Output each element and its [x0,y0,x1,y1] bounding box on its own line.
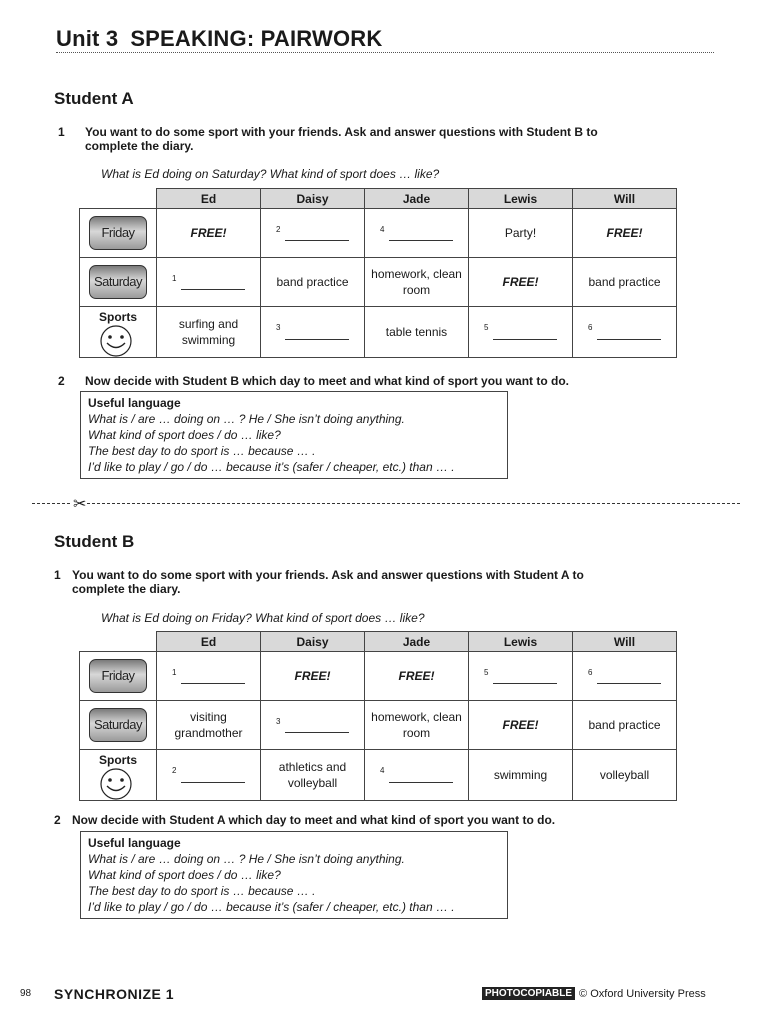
diary-cell [365,307,469,358]
instruction-text: Now decide with Student A which day to meet and what kind of sport you want to do. [72,813,556,827]
cell-text: FREE! [502,275,539,289]
cell-text: visiting grandmother [174,710,243,740]
corner-cell [80,189,157,209]
diary-cell [261,750,365,801]
column-header: Ed [157,189,261,209]
diary-cell [573,258,677,307]
diary-cell[interactable] [469,652,573,701]
column-header: Ed [157,632,261,652]
brand-logo: SYNCHRONIZE 1 [54,986,175,1002]
sports-label: Sports [98,753,137,767]
diary-cell[interactable] [365,750,469,801]
cell-text: table tennis [385,325,448,339]
saturday-day-cell [80,701,157,750]
diary-cell [261,652,365,701]
answer-blank[interactable] [181,669,245,684]
friday-badge-icon: Friday [89,216,147,250]
student-b-example-question: What is Ed doing on Friday? What kind of sport does … like? [101,611,425,625]
diary-cell [469,209,573,258]
cell-text: FREE! [502,718,539,732]
answer-blank[interactable] [285,325,349,340]
diary-cell [469,701,573,750]
saturday-row [80,701,677,750]
cell-text: athletics and volleyball [278,760,347,790]
cell-text: volleyball [599,768,650,782]
useful-language-line: The best day to do sport is … because … . [88,444,316,458]
smiley-face-icon [98,768,134,800]
diary-cell [157,209,261,258]
answer-blank[interactable] [597,669,661,684]
column-header: Daisy [261,189,365,209]
gap-number: 5 [484,323,489,332]
instruction-number: 1 [58,125,65,139]
diary-cell [157,701,261,750]
diary-cell [469,258,573,307]
diary-cell[interactable] [157,750,261,801]
instruction-number: 2 [54,813,61,827]
unit-title-text: SPEAKING: PAIRWORK [130,26,383,51]
diary-cell[interactable] [157,652,261,701]
title-divider [56,52,714,53]
friday-badge-icon: Friday [89,659,147,693]
cell-text: FREE! [606,226,643,240]
cell-text: FREE! [294,669,331,683]
student-a-diary-table [79,188,677,358]
diary-cell [365,652,469,701]
answer-blank[interactable] [493,325,557,340]
cell-text: Party! [504,226,537,240]
saturday-badge-icon: Saturday [89,265,147,299]
answer-blank[interactable] [597,325,661,340]
gap-number: 2 [172,766,177,775]
diary-cell[interactable] [573,652,677,701]
cell-text: band practice [588,718,661,732]
diary-cell[interactable] [365,209,469,258]
column-header: Jade [365,632,469,652]
student-b-instruction-2 [48,813,678,829]
smiley-face-icon [98,325,134,357]
copyright-line [482,987,706,1000]
student-a-instruction-1 [58,125,678,155]
gap-number: 4 [380,766,385,775]
column-header: Will [573,189,677,209]
page-title [56,26,382,52]
diary-cell [573,701,677,750]
saturday-day-cell [80,258,157,307]
diary-cell[interactable] [261,701,365,750]
useful-language-heading: Useful language [88,396,181,410]
answer-blank[interactable] [285,718,349,733]
answer-blank[interactable] [389,768,453,783]
copyright-text: © Oxford University Press [579,987,706,1000]
diary-cell[interactable] [261,209,365,258]
answer-blank[interactable] [493,669,557,684]
sports-label: Sports [98,310,137,324]
gap-number: 3 [276,717,281,726]
answer-blank[interactable] [285,226,349,241]
diary-header-row [80,189,677,209]
student-a-instruction-2 [58,374,678,390]
diary-cell [157,307,261,358]
photocopiable-badge: PHOTOCOPIABLE [482,987,575,1000]
saturday-row [80,258,677,307]
instruction-number: 2 [58,374,65,388]
gap-number: 2 [276,225,281,234]
friday-day-cell [80,652,157,701]
cell-text: swimming [493,768,548,782]
sports-row [80,307,677,358]
sports-label-cell [80,750,157,801]
student-b-instruction-1 [48,568,678,598]
instruction-text: Now decide with Student B which day to meet and what kind of sport you want to do. [85,374,570,388]
gap-number: 6 [588,668,593,677]
page-number: 98 [20,988,32,999]
sports-label-cell [80,307,157,358]
useful-language-box-b [80,831,508,919]
friday-day-cell [80,209,157,258]
column-header: Jade [365,189,469,209]
useful-language-line: What is / are … doing on … ? He / She isn’t doing anything. [88,852,405,866]
useful-language-heading: Useful language [88,836,181,850]
cell-text: FREE! [190,226,227,240]
column-header: Will [573,632,677,652]
gap-number: 4 [380,225,385,234]
diary-cell [573,209,677,258]
diary-cell[interactable] [469,307,573,358]
diary-cell [365,258,469,307]
answer-blank[interactable] [389,226,453,241]
column-header: Lewis [469,189,573,209]
useful-language-line: What is / are … doing on … ? He / She isn’t doing anything. [88,412,405,426]
diary-cell[interactable] [261,307,365,358]
column-header: Daisy [261,632,365,652]
diary-cell [365,701,469,750]
cell-text: homework, clean room [371,710,462,740]
gap-number: 1 [172,668,177,677]
answer-blank[interactable] [181,768,245,783]
saturday-badge-icon: Saturday [89,708,147,742]
student-b-diary-table [79,631,677,801]
student-a-heading: Student A [54,89,134,108]
diary-cell [261,258,365,307]
gap-number: 3 [276,323,281,332]
instruction-text: You want to do some sport with your friends. Ask and answer questions with Student B to complete the diary. [85,125,598,153]
instruction-number: 1 [54,568,61,582]
cell-text: homework, clean room [371,267,462,297]
useful-language-line: I’d like to play / go / do … because it’s (safer / cheaper, etc.) than … . [88,900,455,914]
useful-language-line: The best day to do sport is … because … . [88,884,316,898]
cell-text: band practice [276,275,349,289]
useful-language-line: I’d like to play / go / do … because it’s (safer / cheaper, etc.) than … . [88,460,455,474]
useful-language-box-a [80,391,508,479]
useful-language-line: What kind of sport does / do … like? [88,868,281,882]
gap-number: 1 [172,274,177,283]
instruction-text: You want to do some sport with your friends. Ask and answer questions with Student A to complete the diary. [72,568,584,596]
cell-text: FREE! [398,669,435,683]
diary-cell[interactable] [573,307,677,358]
diary-cell[interactable] [157,258,261,307]
scissors-icon: ✂ [73,496,87,513]
student-b-heading: Student B [54,532,135,551]
friday-row [80,209,677,258]
sports-row [80,750,677,801]
student-a-example-question: What is Ed doing on Saturday? What kind of sport does … like? [101,167,440,181]
diary-header-row [80,632,677,652]
gap-number: 6 [588,323,593,332]
cell-text: band practice [588,275,661,289]
diary-cell [469,750,573,801]
diary-cell [573,750,677,801]
answer-blank[interactable] [181,275,245,290]
column-header: Lewis [469,632,573,652]
gap-number: 5 [484,668,489,677]
cut-line [32,503,740,504]
friday-row [80,652,677,701]
cell-text: surfing and swimming [178,317,239,347]
useful-language-line: What kind of sport does / do … like? [88,428,281,442]
corner-cell [80,632,157,652]
unit-number: Unit 3 [56,26,119,51]
